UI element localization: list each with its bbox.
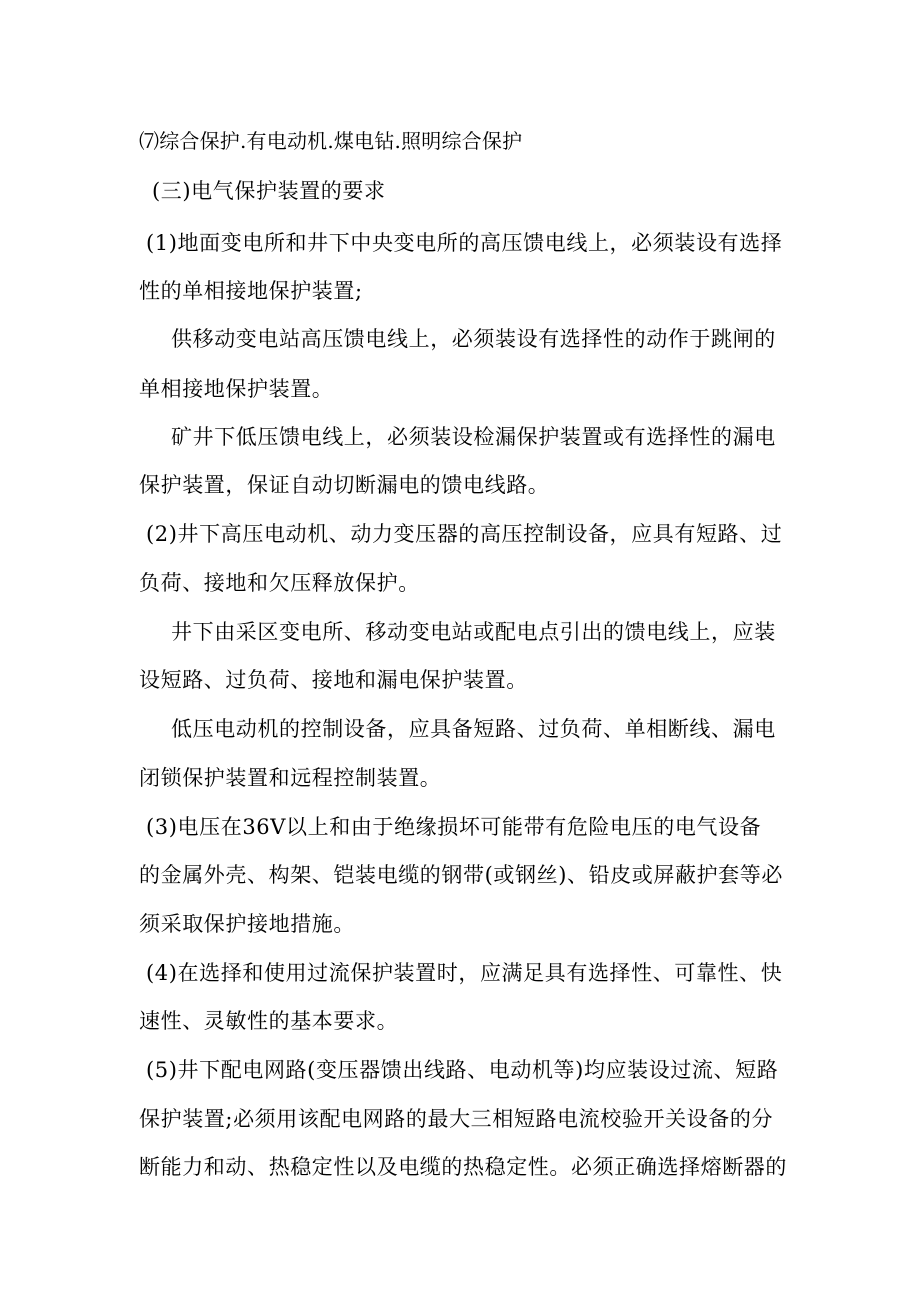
section-heading-3: (三)电气保护装置的要求 xyxy=(152,179,386,203)
text-line: (5)井下配电网路(变压器馈出线路、电动机等)均应装设过流、短路 xyxy=(146,1058,779,1082)
text-line: 供移动变电站高压馈电线上，必须装设有选择性的动作于跳闸的 xyxy=(171,327,776,351)
text-line: 负荷、接地和欠压释放保护。 xyxy=(139,571,420,595)
text-line: 的金属外壳、构架、铠装电缆的钢带(或钢丝)、铅皮或屏蔽护套等必 xyxy=(139,863,783,887)
text-line: 保护装置;必须用该配电网路的最大三相短路电流校验开关设备的分 xyxy=(139,1107,774,1131)
text-line: 设短路、过负荷、接地和漏电保护装置。 xyxy=(139,668,528,692)
text-line: 单相接地保护装置。 xyxy=(139,377,334,401)
text-line: 速性、灵敏性的基本要求。 xyxy=(139,1009,399,1033)
text-line: 性的单相接地保护装置; xyxy=(139,279,363,303)
text-line-protection-7: ⑺综合保护.有电动机.煤电钻.照明综合保护 xyxy=(139,129,523,153)
text-line: 闭锁保护装置和远程控制装置。 xyxy=(139,766,442,790)
text-line: 井下由采区变电所、移动变电站或配电点引出的馈电线上，应装 xyxy=(171,620,776,644)
text-line: (1)地面变电所和井下中央变电所的高压馈电线上，必须装设有选择 xyxy=(146,231,783,255)
text-line: 保护装置，保证自动切断漏电的馈电线路。 xyxy=(139,473,550,497)
text-line: 矿井下低压馈电线上，必须装设检漏保护装置或有选择性的漏电 xyxy=(171,425,776,449)
text-line: 须采取保护接地措施。 xyxy=(139,912,355,936)
text-line: (2)井下高压电动机、动力变压器的高压控制设备，应具有短路、过 xyxy=(146,522,783,546)
text-line: 断能力和动、热稳定性以及电缆的热稳定性。必须正确选择熔断器的 xyxy=(139,1155,787,1179)
text-line: 低压电动机的控制设备，应具备短路、过负荷、单相断线、漏电 xyxy=(171,717,776,741)
text-line: (3)电压在36V以上和由于绝缘损坏可能带有危险电压的电气设备 xyxy=(146,815,762,839)
text-line: (4)在选择和使用过流保护装置时，应满足具有选择性、可靠性、快 xyxy=(146,961,783,985)
